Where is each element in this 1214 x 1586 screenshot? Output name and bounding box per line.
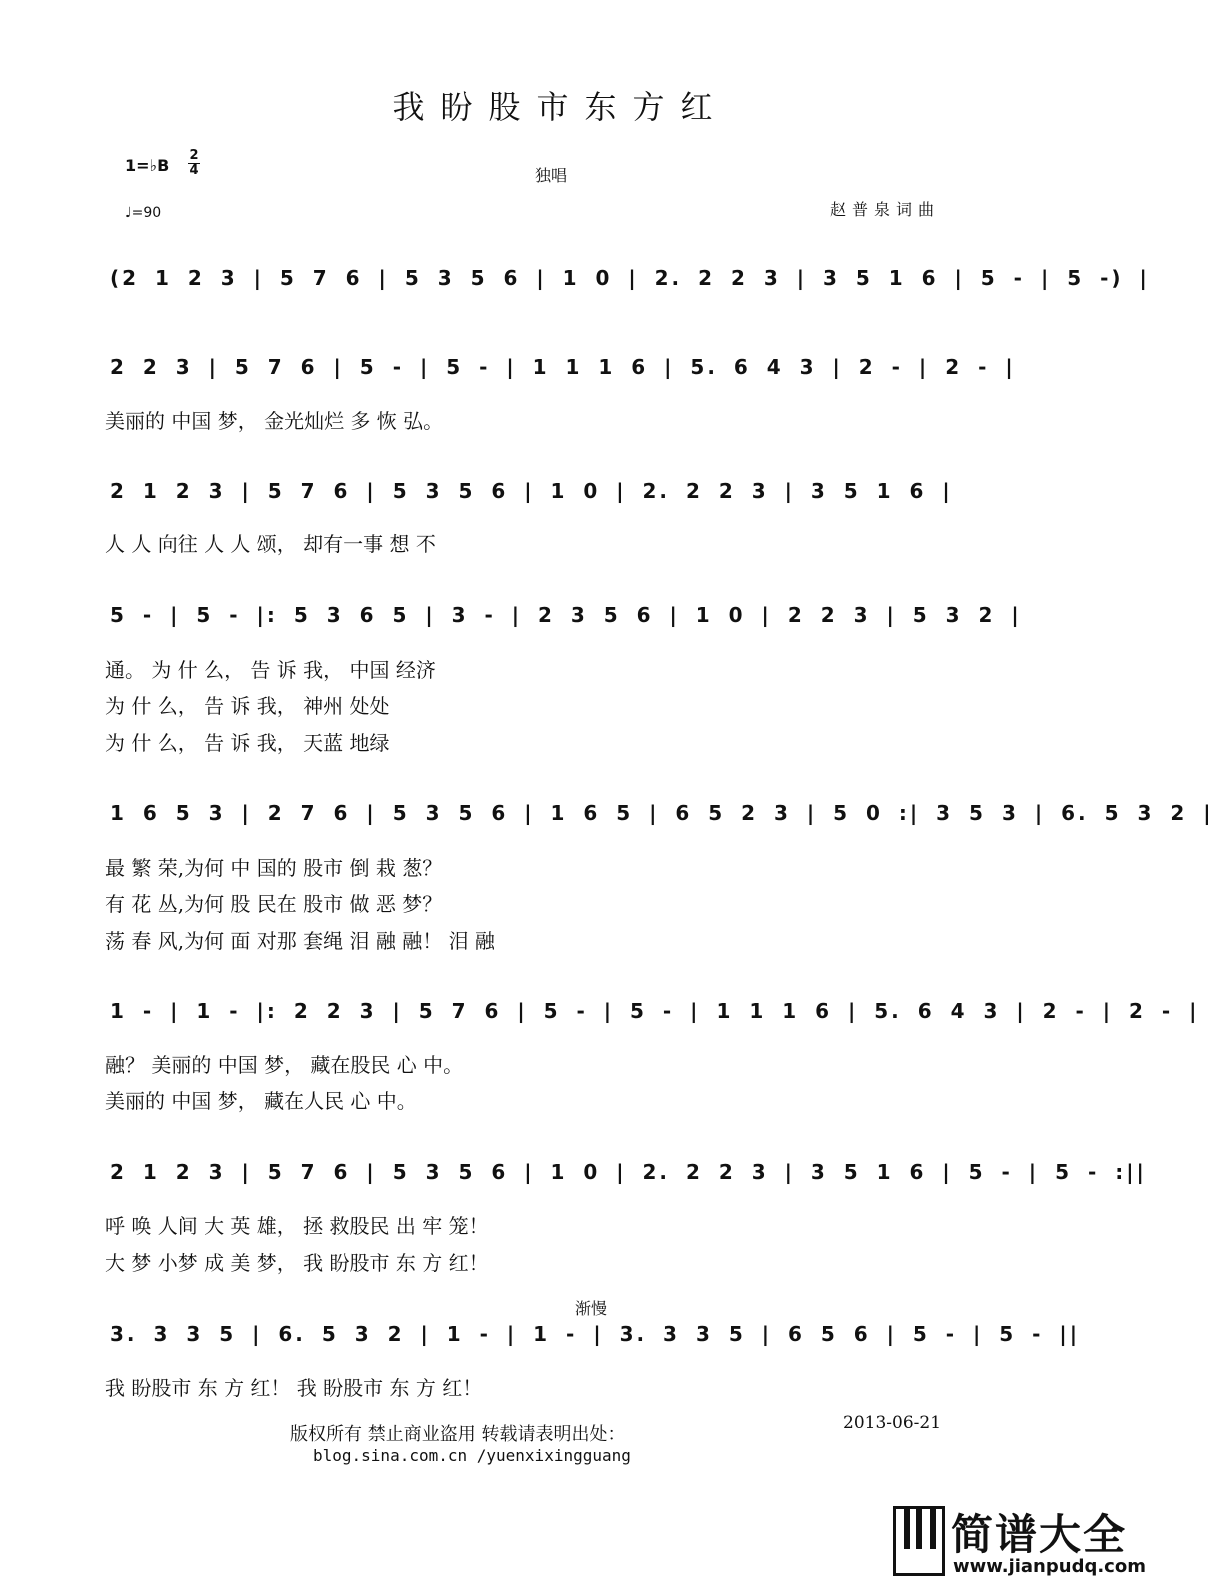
blog-url: blog.sina.com.cn /yuenxixingguang xyxy=(313,1446,631,1465)
lyric-line: 大 梦 小梦 成 美 梦， 我 盼股市 东 方 红！ xyxy=(105,1251,489,1275)
lyric-line: 美丽的 中国 梦， 金光灿烂 多 恢 弘。 xyxy=(105,409,444,433)
score-line-3: 2 1 2 3 | 5 7 6 | 5 3 5 6 | 1 0 | 2. 2 2 3 | 3 5 1 6 | xyxy=(110,479,953,503)
meter-bottom: 4 xyxy=(189,163,199,178)
copyright-notice: 版权所有 禁止商业盗用 转载请表明出处： xyxy=(290,1424,626,1445)
site-logo xyxy=(893,1506,1146,1580)
key-signature: 1=♭B xyxy=(125,156,170,175)
lyric-line: 融？ 美丽的 中国 梦， 藏在股民 心 中。 xyxy=(105,1053,464,1077)
piano-icon xyxy=(893,1506,945,1576)
lyric-line: 最 繁 荣,为何 中 国的 股市 倒 栽 葱？ xyxy=(105,856,443,880)
meter-top: 2 xyxy=(189,148,199,163)
date: 2013-06-21 xyxy=(843,1413,942,1433)
score-line-2: 2 2 3 | 5 7 6 | 5 - | 5 - | 1 1 1 6 | 5. 6 4 3 | 2 - | 2 - | xyxy=(110,355,1016,379)
logo-text: 简谱大全 xyxy=(951,1510,1128,1559)
lyric-line: 为 什 么， 告 诉 我， 神州 处处 xyxy=(105,694,390,718)
lyric-line: 我 盼股市 东 方 红！ 我 盼股市 东 方 红！ xyxy=(105,1376,483,1400)
score-line-4: 5 - | 5 - |: 5 3 6 5 | 3 - | 2 3 5 6 | 1 0 | 2 2 3 | 5 3 2 | xyxy=(110,603,1022,627)
lyric-line: 人 人 向往 人 人 颂， 却有一事 想 不 xyxy=(105,532,436,556)
score-line-5: 1 6 5 3 | 2 7 6 | 5 3 5 6 | 1 6 5 | 6 5 2 3 | 5 0 :| 3 5 3 | 6. 5 3 2 | xyxy=(110,801,1214,825)
lyric-line: 为 什 么， 告 诉 我， 天蓝 地绿 xyxy=(105,731,390,755)
time-signature xyxy=(188,150,200,177)
song-title: 我盼股市东方红 xyxy=(392,88,729,126)
score-line-6: 1 - | 1 - |: 2 2 3 | 5 7 6 | 5 - | 5 - | 1 1 1 6 | 5. 6 4 3 | 2 - | 2 - | xyxy=(110,999,1200,1023)
lyric-line: 呼 唤 人间 大 英 雄， 拯 救股民 出 牢 笼！ xyxy=(105,1214,489,1238)
score-line-8: 3. 3 3 5 | 6. 5 3 2 | 1 - | 1 - | 3. 3 3 5 | 6 5 6 | 5 - | 5 - || xyxy=(110,1322,1081,1346)
score-line-1: (2 1 2 3 | 5 7 6 | 5 3 5 6 | 1 0 | 2. 2 2 3 | 3 5 1 6 | 5 - | 5 -) | xyxy=(110,266,1150,290)
lyric-line: 美丽的 中国 梦， 藏在人民 心 中。 xyxy=(105,1089,417,1113)
tempo-marking: ♩=90 xyxy=(125,205,162,221)
lyric-line: 荡 春 风,为何 面 对那 套绳 泪 融 融！ 泪 融 xyxy=(105,929,495,953)
tempo-change-marking: 渐慢 xyxy=(575,1299,608,1318)
lyric-line: 有 花 丛,为何 股 民在 股市 做 恶 梦？ xyxy=(105,892,443,916)
score-line-7: 2 1 2 3 | 5 7 6 | 5 3 5 6 | 1 0 | 2. 2 2 3 | 3 5 1 6 | 5 - | 5 - :|| xyxy=(110,1160,1147,1184)
lyric-line: 通。 为 什 么， 告 诉 我， 中国 经济 xyxy=(105,658,436,682)
performance-type: 独唱 xyxy=(535,166,568,185)
logo-url: www.jianpudq.com xyxy=(953,1556,1146,1577)
composer-credit: 赵普泉词曲 xyxy=(830,200,941,219)
